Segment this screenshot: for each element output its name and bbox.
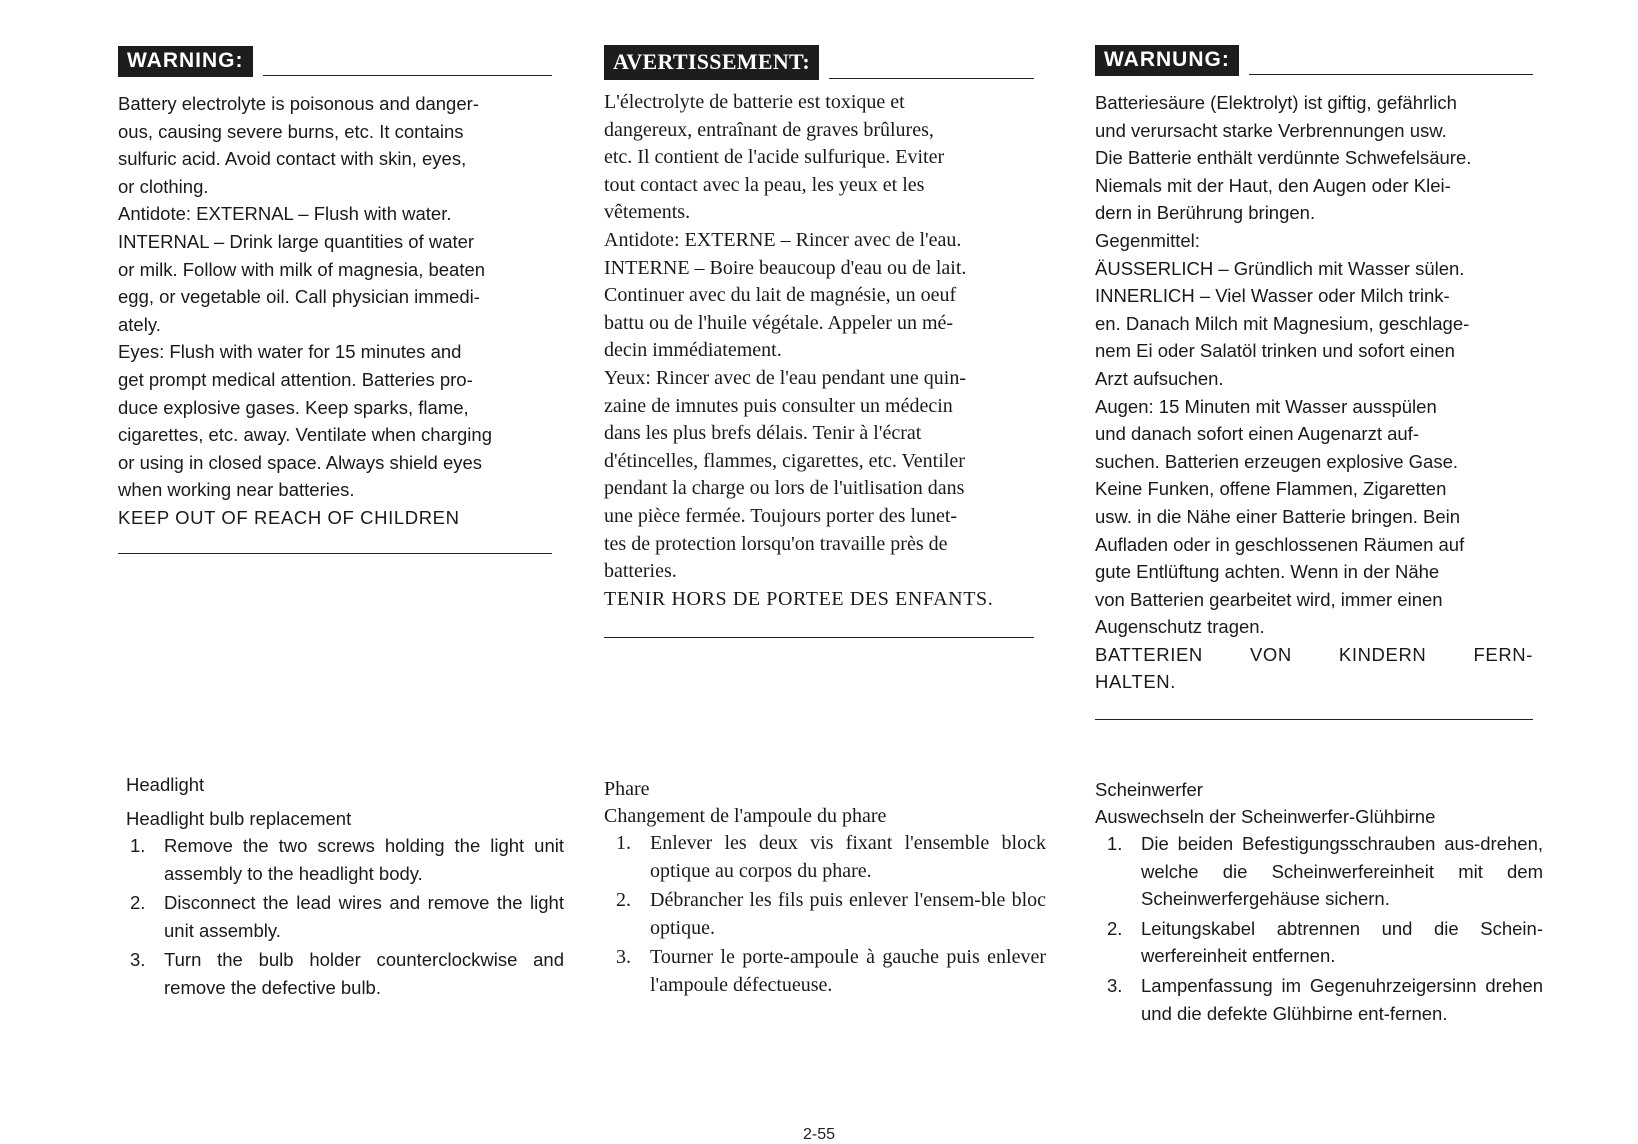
- text-line: decin immédiatement.: [604, 339, 782, 362]
- column-french: [604, 0, 1046, 1144]
- text-line: Keine Funken, offene Flammen, Zigaretten: [1095, 478, 1447, 500]
- keep-out-notice-de: BATTERIEN VON KINDERN FERN-: [1095, 643, 1533, 665]
- text-line: une pièce fermée. Toujours porter des lunet-: [604, 504, 958, 527]
- step-number: 3.: [616, 946, 631, 969]
- text-line: ÄUSSERLICH – Gründlich mit Wasser sülen.: [1095, 257, 1465, 279]
- step-number: 2.: [616, 889, 631, 912]
- step-number: 2.: [1107, 917, 1123, 939]
- text-line: dern in Berührung bringen.: [1095, 202, 1316, 224]
- warning-text-fr: [604, 89, 1034, 613]
- text-line: gute Entlüftung achten. Wenn in der Nähe: [1095, 561, 1440, 583]
- text-line: und verursacht starke Verbrennungen usw.: [1095, 119, 1447, 141]
- step-number: 1.: [130, 835, 146, 856]
- text-line: vêtements.: [604, 201, 691, 224]
- end-rule-fr: [604, 637, 1034, 638]
- text-line: Batteriesäure (Elektrolyt) ist giftig, gefährlich: [1095, 92, 1457, 113]
- text-line: or clothing.: [118, 175, 209, 197]
- step-number: 3.: [130, 949, 146, 971]
- list-item: [1095, 972, 1543, 1027]
- text-line: dangereux, entraînant de graves brûlures,: [604, 118, 934, 141]
- text-line: Die Batterie enthält verdünnte Schwefelsäure.: [1095, 147, 1472, 169]
- steps-list-de: [1095, 830, 1543, 1029]
- text-line: Antidote: EXTERNE – Rincer avec de l'eau.: [604, 228, 962, 251]
- text-line: pendant la charge ou lors de l'uitlisation dans: [604, 477, 965, 500]
- text-line: or milk. Follow with milk of magnesia, beaten: [118, 258, 486, 280]
- warning-badge-de: WARNUNG:: [1095, 45, 1239, 76]
- step-text: Disconnect the lead wires and remove the light unit assembly.: [164, 892, 564, 941]
- text-line: INNERLICH – Viel Wasser oder Milch trink-: [1095, 285, 1450, 307]
- keep-out-notice-fr: TENIR HORS DE PORTEE DES ENFANTS.: [604, 587, 994, 610]
- list-item: [118, 889, 564, 944]
- text-line: Battery electrolyte is poisonous and danger-: [118, 93, 479, 114]
- text-line: en. Danach Milch mit Magnesium, geschlage-: [1095, 312, 1470, 334]
- text-line: battu ou de l'huile végétale. Appeler un mé-: [604, 311, 954, 334]
- list-item: [1095, 830, 1543, 913]
- text-line: cigarettes, etc. away. Ventilate when charging: [118, 424, 492, 446]
- step-text: Enlever les deux vis fixant l'ensemble block optique au corpos du phare.: [650, 832, 1046, 882]
- section-title-fr: Phare: [604, 778, 650, 800]
- text-line: Continuer avec du lait de magnésie, un oeuf: [604, 284, 957, 307]
- text-line: Eyes: Flush with water for 15 minutes and: [118, 341, 462, 363]
- text-line: etc. Il contient de l'acide sulfurique. Eviter: [604, 146, 945, 169]
- warning-text-en: [118, 90, 552, 532]
- keep-out-notice-en: KEEP OUT OF REACH OF CHILDREN: [118, 506, 460, 528]
- text-line: dans les plus brefs délais. Tenir à l'écrat: [604, 422, 922, 445]
- text-line: d'étincelles, flammes, cigarettes, etc. Ventiler: [604, 449, 965, 472]
- text-line: Antidote: EXTERNAL – Flush with water.: [118, 203, 452, 225]
- text-line: Arzt aufsuchen.: [1095, 367, 1224, 389]
- step-text: Remove the two screws holding the light unit assembly to the headlight body.: [164, 835, 564, 884]
- text-line: und danach sofort einen Augenarzt auf-: [1095, 423, 1419, 445]
- warning-heading-fr: [604, 45, 1034, 80]
- text-line: Augen: 15 Minuten mit Wasser ausspülen: [1095, 395, 1437, 417]
- text-line: INTERNE – Boire beaucoup d'eau ou de lait.: [604, 256, 967, 279]
- column-german: [1095, 0, 1543, 1144]
- step-number: 1.: [1107, 833, 1123, 854]
- text-line: Aufladen oder in geschlossenen Räumen auf: [1095, 533, 1465, 555]
- text-line: von Batterien gearbeitet wird, immer einen: [1095, 588, 1443, 610]
- step-text: Leitungskabel abtrennen und die Schein-werfereinheit entfernen.: [1141, 917, 1543, 967]
- section-title-en: Headlight: [126, 774, 205, 795]
- list-item: [118, 946, 564, 1001]
- step-number: 1.: [616, 832, 631, 854]
- heading-rule-de: [1249, 74, 1533, 75]
- step-text: Die beiden Befestigungsschrauben aus-drehen, welche die Scheinwerfereinheit mit dem Scheinwerfergehäuse sichern.: [1141, 833, 1543, 910]
- list-item: [604, 887, 1046, 942]
- text-line: usw. in die Nähe einer Batterie bringen. Bein: [1095, 505, 1461, 527]
- step-number: 3.: [1107, 974, 1123, 996]
- section-title-de: Scheinwerfer: [1095, 779, 1203, 800]
- text-line: duce explosive gases. Keep sparks, flame,: [118, 396, 469, 418]
- page-number: 2-55: [802, 1126, 836, 1143]
- keep-out-notice-de-cont: HALTEN.: [1095, 671, 1176, 693]
- end-rule-de: [1095, 719, 1533, 720]
- text-line: zaine de imnutes puis consulter un médecin: [604, 394, 953, 417]
- text-line: batteries.: [604, 560, 677, 583]
- text-line: Gegenmittel:: [1095, 229, 1200, 251]
- text-line: Niemals mit der Haut, den Augen oder Klei-: [1095, 174, 1451, 196]
- heading-rule-en: [263, 75, 553, 76]
- list-item: [604, 830, 1046, 885]
- end-rule-en: [118, 553, 552, 554]
- text-line: tout contact avec la peau, les yeux et les: [604, 173, 925, 196]
- text-line: ous, causing severe burns, etc. It contains: [118, 120, 464, 142]
- step-text: Turn the bulb holder counterclockwise and remove the defective bulb.: [164, 949, 564, 998]
- step-text: Tourner le porte-ampoule à gauche puis enlever l'ampoule défectueuse.: [650, 946, 1046, 996]
- text-line: tes de protection lorsqu'on travaille près de: [604, 532, 948, 555]
- text-line: egg, or vegetable oil. Call physician immedi-: [118, 286, 480, 308]
- list-item: [604, 944, 1046, 999]
- warning-text-de: [1095, 89, 1533, 696]
- section-subtitle-fr: Changement de l'ampoule du phare: [604, 805, 887, 827]
- list-item: [1095, 915, 1543, 970]
- text-line: when working near batteries.: [118, 479, 355, 501]
- warning-badge-fr: AVERTISSEMENT:: [604, 45, 819, 80]
- list-item: [118, 832, 564, 887]
- heading-rule-fr: [829, 78, 1034, 79]
- text-line: Augenschutz tragen.: [1095, 616, 1265, 638]
- steps-list-en: [118, 832, 564, 1004]
- text-line: L'électrolyte de batterie est toxique et: [604, 91, 905, 113]
- section-subtitle-de: Auswechseln der Scheinwerfer-Glühbirne: [1095, 806, 1436, 827]
- column-english: [118, 0, 564, 1144]
- text-line: get prompt medical attention. Batteries pro-: [118, 368, 473, 390]
- text-line: ately.: [118, 313, 161, 335]
- warning-heading-de: [1095, 45, 1533, 76]
- text-line: or using in closed space. Always shield eyes: [118, 451, 483, 473]
- section-subtitle-en: Headlight bulb replacement: [126, 808, 352, 829]
- step-text: Débrancher les fils puis enlever l'ensem-ble bloc optique.: [650, 889, 1046, 939]
- step-text: Lampenfassung im Gegenuhrzeigersinn drehen und die defekte Glühbirne ent-fernen.: [1141, 974, 1543, 1024]
- text-line: Yeux: Rincer avec de l'eau pendant une quin-: [604, 366, 967, 389]
- warning-badge-en: WARNING:: [118, 46, 253, 77]
- warning-heading-en: [118, 46, 552, 77]
- text-line: INTERNAL – Drink large quantities of water: [118, 230, 475, 252]
- text-line: suchen. Batterien erzeugen explosive Gase.: [1095, 450, 1459, 472]
- steps-list-fr: [604, 830, 1046, 1002]
- text-line: sulfuric acid. Avoid contact with skin, eyes,: [118, 148, 467, 170]
- step-number: 2.: [130, 892, 146, 914]
- text-line: nem Ei oder Salatöl trinken und sofort einen: [1095, 340, 1455, 362]
